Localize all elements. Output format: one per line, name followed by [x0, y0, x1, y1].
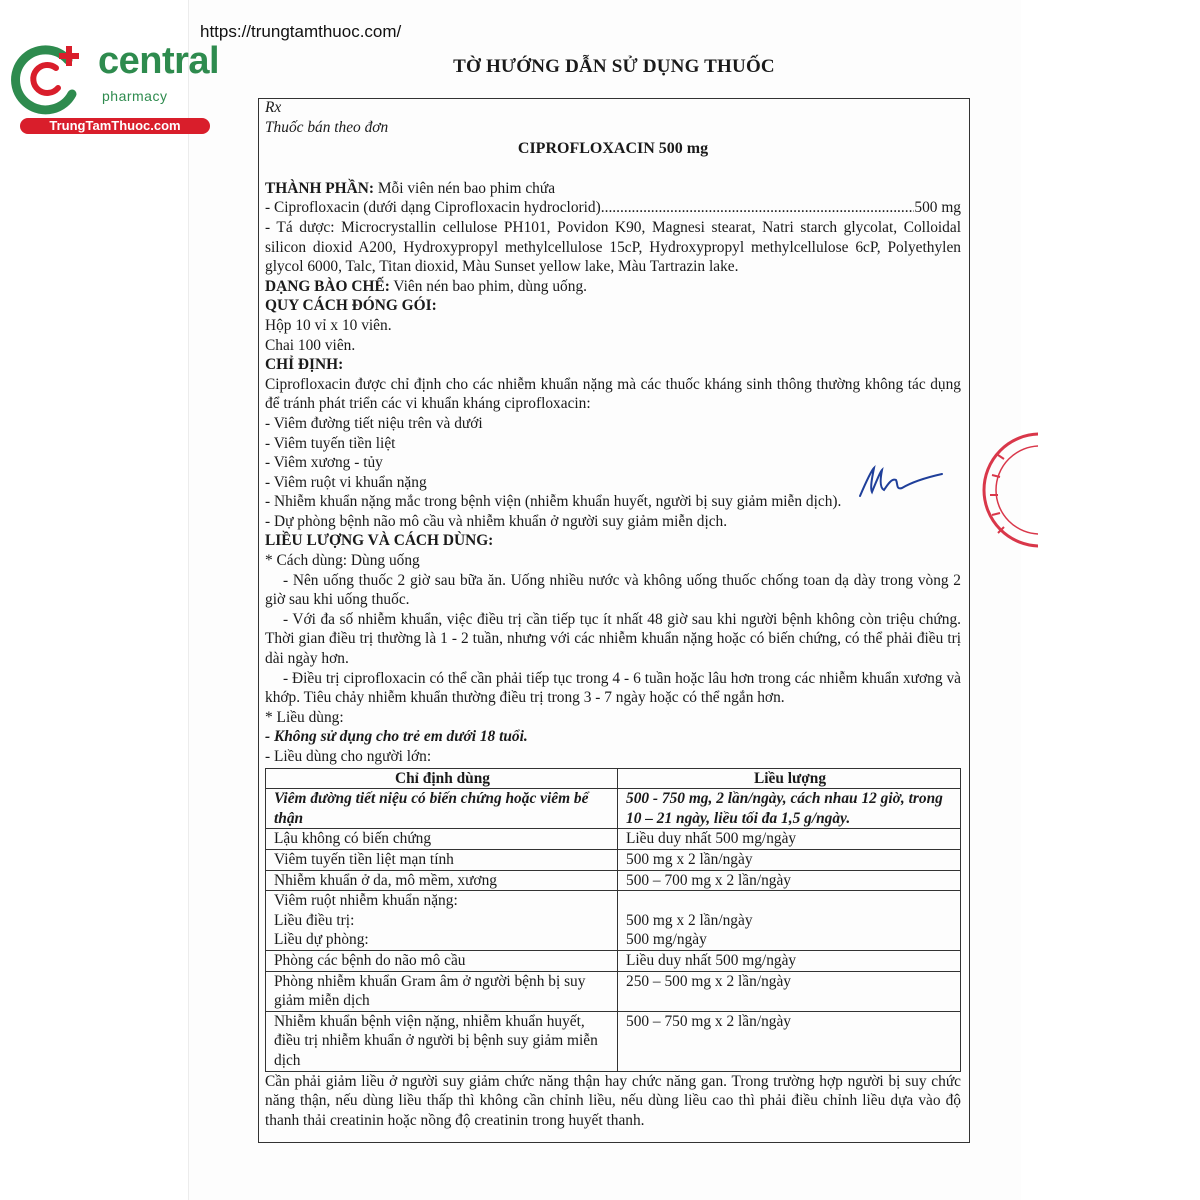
composition-heading: THÀNH PHẦN:	[265, 179, 375, 197]
packaging-item: Hộp 10 vỉ x 10 viên.	[265, 316, 392, 334]
usage-paragraph: - Với đa số nhiễm khuẩn, việc điều trị cần tiếp tục ít nhất 48 giờ sau khi người bệnh không còn triệu chứng. Thời gian điều trị thường là 1 - 2 tuần, nhưng với các nhiễm khuẩn nặng hoặc có biến chứng, có thể phải điều trị dài ngày hơn.	[265, 610, 961, 668]
signature-mark	[852, 462, 948, 502]
active-ingredient-line	[265, 198, 961, 218]
indication-sub: Liều dự phòng:	[274, 931, 369, 949]
excipients: - Tá dược: Microcrystallin cellulose PH101, Povidon K90, Magnesi stearat, Natri starch glycolat, Colloidal silicon dioxid A200, Hydroxypropyl methylcellulose 15cP, Hydroxypropyl methylcellulose 6cP, Polyethylen glycol 6000, Talc, Titan dioxid, Màu Sunset yellow lake, Màu Tartrazin lake.	[265, 218, 961, 276]
dose-cell: 500 – 750 mg x 2 lần/ngày	[618, 1011, 961, 1071]
pharmacy-logo[interactable]	[10, 38, 220, 138]
active-ingredient: - Ciprofloxacin (dưới dạng Ciprofloxacin hydroclorid)	[265, 199, 601, 217]
indication-item: - Dự phòng bệnh não mô cầu và nhiễm khuẩn ở người suy giảm miễn dịch.	[265, 512, 728, 530]
indication-cell: Phòng các bệnh do não mô cầu	[266, 950, 618, 971]
document-content	[265, 98, 961, 1130]
indication-item: - Viêm ruột vi khuẩn nặng	[265, 473, 427, 491]
dose-cell	[618, 891, 961, 951]
dose-label: * Liều dùng:	[265, 708, 344, 726]
indication-cell: Viêm đường tiết niệu có biến chứng hoặc viêm bể thận	[266, 789, 618, 829]
dose-sub: 500 mg x 2 lần/ngày	[626, 911, 753, 929]
column-header: Chỉ định dùng	[266, 768, 618, 789]
indications-intro: Ciprofloxacin được chỉ định cho các nhiễm khuẩn nặng mà các thuốc kháng sinh thông thường không tác dụng để tránh phát triển các vi khuẩn kháng ciprofloxacin:	[265, 375, 961, 413]
dosage-form-line	[265, 277, 961, 297]
dot-leader	[601, 198, 915, 218]
dosage-form-heading: DẠNG BÀO CHẾ:	[265, 277, 390, 295]
dose-cell: 500 mg x 2 lần/ngày	[618, 849, 961, 870]
indication-cell: Nhiễm khuẩn ở da, mô mềm, xương	[266, 870, 618, 891]
indications-heading: CHỈ ĐỊNH:	[265, 356, 344, 374]
table-header-row	[266, 768, 961, 789]
composition-line	[265, 179, 961, 199]
dose-cell: Liều duy nhất 500 mg/ngày	[618, 950, 961, 971]
usage-paragraph: - Điều trị ciprofloxacin có thể cần phải tiếp tục trong 4 - 6 tuần hoặc lâu hơn trong các nhiễm khuẩn xương và khớp. Tiêu chảy nhiễm khuẩn thường điều trị trong 3 - 7 ngày hoặc có thể ngắn hơn.	[265, 669, 961, 707]
indication-item: - Viêm xương - tủy	[265, 454, 383, 472]
indication-cell: Viêm tuyến tiền liệt mạn tính	[266, 849, 618, 870]
table-row	[266, 950, 961, 971]
prescription-note: Thuốc bán theo đơn	[265, 118, 389, 136]
dose-cell: Liều duy nhất 500 mg/ngày	[618, 829, 961, 850]
children-warning: - Không sử dụng cho trẻ em dưới 18 tuổi.	[265, 728, 528, 746]
table-row	[266, 849, 961, 870]
rx-label: Rx	[265, 99, 282, 116]
column-header: Liều lượng	[618, 768, 961, 789]
indication-cell: Lậu không có biến chứng	[266, 829, 618, 850]
indication-title: Viêm ruột nhiễm khuẩn nặng:	[274, 892, 458, 910]
dose-cell: 250 – 500 mg x 2 lần/ngày	[618, 971, 961, 1011]
indication-cell	[266, 891, 618, 951]
packaging-item: Chai 100 viên.	[265, 336, 356, 354]
indication-item: - Nhiễm khuẩn nặng mắc trong bệnh viện (nhiễm khuẩn huyết, người bị suy giảm miễn dịch).	[265, 493, 842, 511]
table-row	[266, 971, 961, 1011]
logo-wordmark: central	[98, 40, 220, 82]
packaging-heading: QUY CÁCH ĐÓNG GÓI:	[265, 297, 437, 315]
dosage-table	[265, 768, 961, 1072]
table-row	[266, 829, 961, 850]
indication-cell: Phòng nhiễm khuẩn Gram âm ở người bệnh bị suy giảm miễn dịch	[266, 971, 618, 1011]
table-row	[266, 789, 961, 829]
logo-c-icon	[10, 38, 90, 118]
adult-dose-label: - Liều dùng cho người lớn:	[265, 748, 432, 765]
indication-sub: Liều điều trị:	[274, 911, 355, 929]
indication-item: - Viêm đường tiết niệu trên và dưới	[265, 414, 483, 432]
usage-label: * Cách dùng: Dùng uống	[265, 552, 420, 570]
dose-cell: 500 – 700 mg x 2 lần/ngày	[618, 870, 961, 891]
dose-cell: 500 - 750 mg, 2 lần/ngày, cách nhau 12 giờ, trong 10 – 21 ngày, liều tối đa 1,5 g/ngày.	[618, 789, 961, 829]
table-row	[266, 870, 961, 891]
active-amount: 500 mg	[914, 199, 961, 217]
dosage-heading: LIỀU LƯỢNG VÀ CÁCH DÙNG:	[265, 532, 494, 550]
source-url[interactable]: https://trungtamthuoc.com/	[200, 22, 402, 41]
dosage-form-text: Viên nén bao phim, dùng uống.	[389, 277, 587, 295]
official-stamp	[978, 415, 1038, 565]
dose-sub: 500 mg/ngày	[626, 931, 707, 949]
document-title: TỜ HƯỚNG DẪN SỬ DỤNG THUỐC	[453, 56, 775, 77]
usage-paragraph: - Nên uống thuốc 2 giờ sau bữa ăn. Uống nhiều nước và không uống thuốc chống toan dạ dày trong vòng 2 giờ sau khi uống thuốc.	[265, 571, 961, 609]
table-row	[266, 891, 961, 951]
composition-intro: Mỗi viên nén bao phim chứa	[374, 179, 556, 197]
renal-adjustment-note: Cần phải giảm liều ở người suy giảm chức năng thận hay chức năng gan. Trong trường hợp người bị suy chức năng thận, nếu dùng liều thấp thì không cần chỉnh liều, nếu dùng liều cao thì phải điều chỉnh liều dựa vào độ thanh thải creatinin hoặc nồng độ creatinin trong huyết thanh.	[265, 1072, 961, 1129]
indication-cell: Nhiễm khuẩn bệnh viện nặng, nhiễm khuẩn huyết, điều trị nhiễm khuẩn ở người bị bệnh suy giảm miễn dịch	[266, 1011, 618, 1071]
logo-subtitle: pharmacy	[102, 88, 168, 104]
indication-item: - Viêm tuyến tiền liệt	[265, 434, 396, 452]
drug-title: CIPROFLOXACIN 500 mg	[517, 140, 709, 158]
logo-site-bar: TrungTamThuoc.com	[20, 118, 210, 134]
table-row	[266, 1011, 961, 1071]
